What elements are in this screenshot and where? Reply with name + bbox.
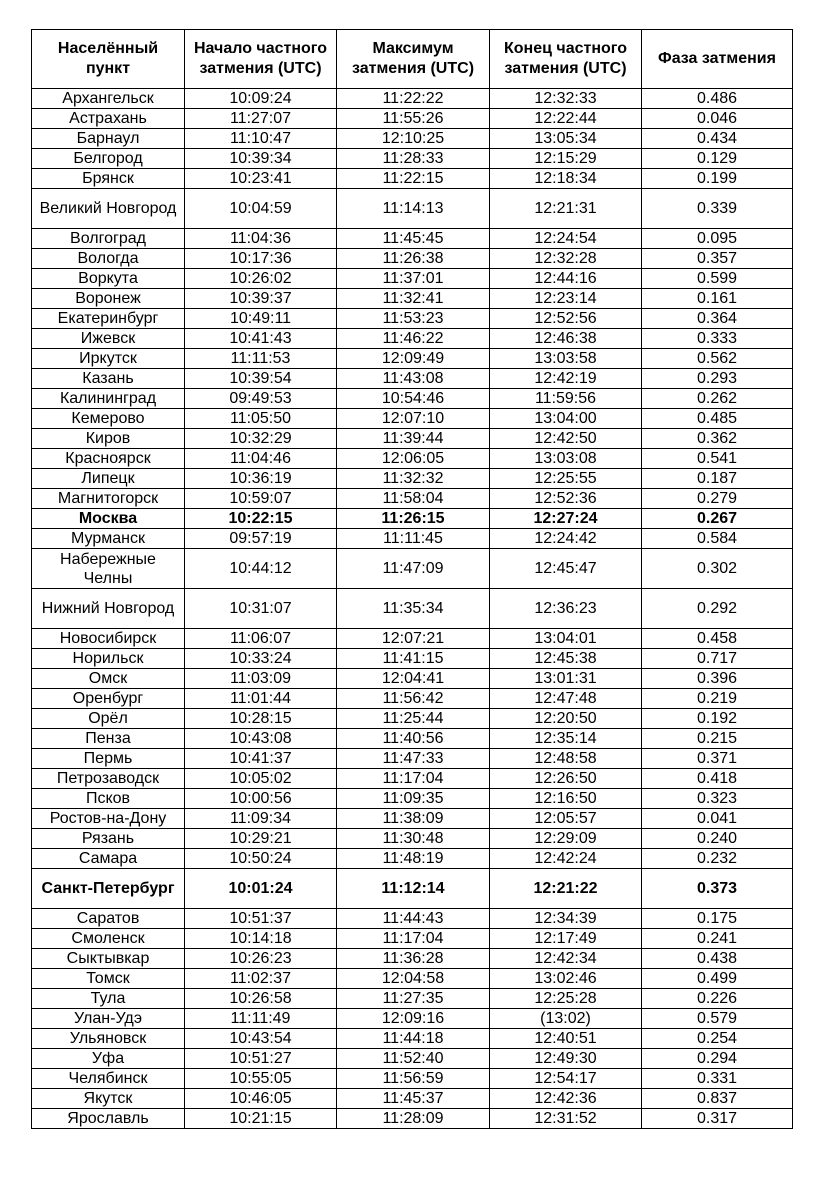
- cell-start: 10:05:02: [185, 769, 337, 789]
- cell-city: Москва: [32, 509, 185, 529]
- cell-start: 10:21:15: [185, 1109, 337, 1129]
- table-row: [32, 729, 793, 749]
- cell-start: 09:49:53: [185, 389, 337, 409]
- cell-city: Саратов: [32, 909, 185, 929]
- table-row: [32, 489, 793, 509]
- cell-end: 12:54:17: [490, 1069, 642, 1089]
- cell-city: Вологда: [32, 249, 185, 269]
- cell-max: 11:48:19: [337, 849, 490, 869]
- cell-phase: 0.333: [642, 329, 793, 349]
- cell-city: Астрахань: [32, 109, 185, 129]
- cell-end: 13:05:34: [490, 129, 642, 149]
- table-row: [32, 349, 793, 369]
- cell-max: 11:53:23: [337, 309, 490, 329]
- cell-phase: 0.267: [642, 509, 793, 529]
- cell-phase: 0.599: [642, 269, 793, 289]
- cell-phase: 0.226: [642, 989, 793, 1009]
- cell-city: Набережные Челны: [32, 549, 185, 589]
- cell-max: 11:41:15: [337, 649, 490, 669]
- header-phase: Фаза затмения: [642, 30, 793, 89]
- cell-end: 12:45:38: [490, 649, 642, 669]
- cell-city: Иркутск: [32, 349, 185, 369]
- table-row: [32, 1029, 793, 1049]
- cell-start: 10:50:24: [185, 849, 337, 869]
- cell-start: 11:03:09: [185, 669, 337, 689]
- cell-phase: 0.302: [642, 549, 793, 589]
- cell-city: Киров: [32, 429, 185, 449]
- table-row: [32, 509, 793, 529]
- table-row: [32, 1089, 793, 1109]
- cell-phase: 0.434: [642, 129, 793, 149]
- cell-end: 12:49:30: [490, 1049, 642, 1069]
- cell-start: 10:22:15: [185, 509, 337, 529]
- cell-max: 11:35:34: [337, 589, 490, 629]
- cell-end: 12:42:34: [490, 949, 642, 969]
- cell-end: 12:42:50: [490, 429, 642, 449]
- cell-city: Магнитогорск: [32, 489, 185, 509]
- cell-phase: 0.232: [642, 849, 793, 869]
- cell-phase: 0.339: [642, 189, 793, 229]
- table-row: [32, 469, 793, 489]
- table-row: [32, 829, 793, 849]
- cell-start: 10:23:41: [185, 169, 337, 189]
- cell-start: 11:09:34: [185, 809, 337, 829]
- table-row: [32, 109, 793, 129]
- cell-max: 11:17:04: [337, 769, 490, 789]
- cell-start: 11:05:50: [185, 409, 337, 429]
- header-row: [32, 30, 793, 89]
- cell-city: Ижевск: [32, 329, 185, 349]
- cell-end: 12:34:39: [490, 909, 642, 929]
- cell-max: 11:22:15: [337, 169, 490, 189]
- cell-end: 12:32:33: [490, 89, 642, 109]
- cell-phase: 0.323: [642, 789, 793, 809]
- cell-max: 11:55:26: [337, 109, 490, 129]
- cell-start: 10:51:27: [185, 1049, 337, 1069]
- cell-phase: 0.837: [642, 1089, 793, 1109]
- cell-max: 11:28:33: [337, 149, 490, 169]
- cell-end: 12:42:24: [490, 849, 642, 869]
- cell-start: 10:26:58: [185, 989, 337, 1009]
- cell-city: Воронеж: [32, 289, 185, 309]
- cell-end: 12:18:34: [490, 169, 642, 189]
- cell-end: 12:32:28: [490, 249, 642, 269]
- cell-max: 11:44:18: [337, 1029, 490, 1049]
- table-row: [32, 589, 793, 629]
- cell-start: 11:11:49: [185, 1009, 337, 1029]
- cell-phase: 0.254: [642, 1029, 793, 1049]
- cell-max: 11:27:35: [337, 989, 490, 1009]
- cell-phase: 0.438: [642, 949, 793, 969]
- cell-phase: 0.485: [642, 409, 793, 429]
- cell-phase: 0.357: [642, 249, 793, 269]
- table-row: [32, 689, 793, 709]
- cell-max: 11:38:09: [337, 809, 490, 829]
- table-row: [32, 909, 793, 929]
- cell-max: 11:40:56: [337, 729, 490, 749]
- cell-end: 12:44:16: [490, 269, 642, 289]
- table-body: [32, 89, 793, 1129]
- cell-start: 10:59:07: [185, 489, 337, 509]
- cell-city: Смоленск: [32, 929, 185, 949]
- cell-start: 10:49:11: [185, 309, 337, 329]
- cell-start: 11:11:53: [185, 349, 337, 369]
- cell-start: 11:01:44: [185, 689, 337, 709]
- cell-max: 11:37:01: [337, 269, 490, 289]
- cell-end: 12:45:47: [490, 549, 642, 589]
- cell-phase: 0.241: [642, 929, 793, 949]
- table-row: [32, 529, 793, 549]
- header-max: Максимум затмения (UTC): [337, 30, 490, 89]
- cell-end: 12:42:19: [490, 369, 642, 389]
- cell-phase: 0.373: [642, 869, 793, 909]
- cell-phase: 0.584: [642, 529, 793, 549]
- cell-max: 11:11:45: [337, 529, 490, 549]
- cell-start: 11:04:46: [185, 449, 337, 469]
- cell-phase: 0.046: [642, 109, 793, 129]
- table-row: [32, 289, 793, 309]
- table-row: [32, 849, 793, 869]
- cell-phase: 0.364: [642, 309, 793, 329]
- table-row: [32, 949, 793, 969]
- cell-max: 11:56:42: [337, 689, 490, 709]
- cell-phase: 0.041: [642, 809, 793, 829]
- cell-start: 10:32:29: [185, 429, 337, 449]
- cell-phase: 0.240: [642, 829, 793, 849]
- cell-end: 12:21:22: [490, 869, 642, 909]
- cell-city: Якутск: [32, 1089, 185, 1109]
- cell-city: Уфа: [32, 1049, 185, 1069]
- cell-start: 10:43:08: [185, 729, 337, 749]
- cell-end: 12:36:23: [490, 589, 642, 629]
- cell-max: 12:07:21: [337, 629, 490, 649]
- cell-start: 10:14:18: [185, 929, 337, 949]
- cell-city: Улан-Удэ: [32, 1009, 185, 1029]
- cell-max: 11:44:43: [337, 909, 490, 929]
- cell-end: 12:22:44: [490, 109, 642, 129]
- cell-phase: 0.219: [642, 689, 793, 709]
- cell-end: 12:52:56: [490, 309, 642, 329]
- cell-max: 11:39:44: [337, 429, 490, 449]
- table-row: [32, 1009, 793, 1029]
- cell-city: Белгород: [32, 149, 185, 169]
- table-row: [32, 669, 793, 689]
- cell-end: 12:46:38: [490, 329, 642, 349]
- table-row: [32, 149, 793, 169]
- cell-max: 12:07:10: [337, 409, 490, 429]
- cell-max: 11:12:14: [337, 869, 490, 909]
- table-row: [32, 189, 793, 229]
- cell-city: Самара: [32, 849, 185, 869]
- cell-city: Новосибирск: [32, 629, 185, 649]
- cell-phase: 0.192: [642, 709, 793, 729]
- cell-max: 12:04:41: [337, 669, 490, 689]
- cell-phase: 0.292: [642, 589, 793, 629]
- table-row: [32, 1109, 793, 1129]
- table-row: [32, 549, 793, 589]
- table-row: [32, 249, 793, 269]
- table-row: [32, 269, 793, 289]
- table-row: [32, 429, 793, 449]
- cell-start: 10:09:24: [185, 89, 337, 109]
- cell-max: 11:45:45: [337, 229, 490, 249]
- cell-max: 11:43:08: [337, 369, 490, 389]
- cell-city: Пенза: [32, 729, 185, 749]
- cell-max: 11:36:28: [337, 949, 490, 969]
- cell-max: 11:52:40: [337, 1049, 490, 1069]
- cell-max: 11:17:04: [337, 929, 490, 949]
- cell-end: 12:52:36: [490, 489, 642, 509]
- cell-phase: 0.717: [642, 649, 793, 669]
- cell-phase: 0.317: [642, 1109, 793, 1129]
- cell-end: 12:15:29: [490, 149, 642, 169]
- cell-end: 12:17:49: [490, 929, 642, 949]
- cell-start: 10:41:43: [185, 329, 337, 349]
- cell-start: 09:57:19: [185, 529, 337, 549]
- cell-end: 12:40:51: [490, 1029, 642, 1049]
- cell-end: 12:23:14: [490, 289, 642, 309]
- cell-max: 12:10:25: [337, 129, 490, 149]
- cell-end: 12:05:57: [490, 809, 642, 829]
- cell-city: Орёл: [32, 709, 185, 729]
- cell-start: 10:46:05: [185, 1089, 337, 1109]
- cell-city: Норильск: [32, 649, 185, 669]
- cell-city: Омск: [32, 669, 185, 689]
- header-city: Населённый пункт: [32, 30, 185, 89]
- cell-end: 13:04:01: [490, 629, 642, 649]
- cell-max: 12:04:58: [337, 969, 490, 989]
- cell-start: 10:39:54: [185, 369, 337, 389]
- cell-max: 11:46:22: [337, 329, 490, 349]
- header-start: Начало частного затмения (UTC): [185, 30, 337, 89]
- cell-city: Оренбург: [32, 689, 185, 709]
- cell-end: 13:03:08: [490, 449, 642, 469]
- cell-phase: 0.161: [642, 289, 793, 309]
- table-row: [32, 169, 793, 189]
- cell-end: 13:04:00: [490, 409, 642, 429]
- cell-end: 13:03:58: [490, 349, 642, 369]
- cell-max: 12:06:05: [337, 449, 490, 469]
- cell-city: Брянск: [32, 169, 185, 189]
- cell-start: 11:06:07: [185, 629, 337, 649]
- cell-city: Рязань: [32, 829, 185, 849]
- cell-phase: 0.541: [642, 449, 793, 469]
- cell-city: Барнаул: [32, 129, 185, 149]
- cell-start: 10:39:34: [185, 149, 337, 169]
- cell-phase: 0.215: [642, 729, 793, 749]
- table-row: [32, 749, 793, 769]
- cell-phase: 0.175: [642, 909, 793, 929]
- cell-start: 10:00:56: [185, 789, 337, 809]
- table-row: [32, 629, 793, 649]
- cell-phase: 0.262: [642, 389, 793, 409]
- cell-max: 12:09:16: [337, 1009, 490, 1029]
- table-row: [32, 1069, 793, 1089]
- cell-max: 11:26:15: [337, 509, 490, 529]
- cell-start: 10:28:15: [185, 709, 337, 729]
- cell-city: Санкт-Петербург: [32, 869, 185, 909]
- cell-end: 13:01:31: [490, 669, 642, 689]
- cell-end: 12:48:58: [490, 749, 642, 769]
- cell-phase: 0.294: [642, 1049, 793, 1069]
- cell-end: 11:59:56: [490, 389, 642, 409]
- cell-start: 10:43:54: [185, 1029, 337, 1049]
- cell-start: 10:29:21: [185, 829, 337, 849]
- table-row: [32, 869, 793, 909]
- cell-end: 12:47:48: [490, 689, 642, 709]
- cell-end: 13:02:46: [490, 969, 642, 989]
- cell-phase: 0.129: [642, 149, 793, 169]
- cell-end: 12:29:09: [490, 829, 642, 849]
- cell-end: 12:24:54: [490, 229, 642, 249]
- eclipse-table: [31, 29, 793, 1129]
- cell-end: 12:21:31: [490, 189, 642, 229]
- cell-end: 12:35:14: [490, 729, 642, 749]
- table-row: [32, 649, 793, 669]
- cell-max: 11:26:38: [337, 249, 490, 269]
- table-row: [32, 309, 793, 329]
- cell-max: 11:47:09: [337, 549, 490, 589]
- cell-phase: 0.458: [642, 629, 793, 649]
- cell-max: 11:45:37: [337, 1089, 490, 1109]
- table-row: [32, 389, 793, 409]
- cell-max: 12:09:49: [337, 349, 490, 369]
- table-row: [32, 369, 793, 389]
- cell-phase: 0.279: [642, 489, 793, 509]
- cell-max: 11:56:59: [337, 1069, 490, 1089]
- table-row: [32, 969, 793, 989]
- cell-city: Кемерово: [32, 409, 185, 429]
- cell-city: Челябинск: [32, 1069, 185, 1089]
- cell-phase: 0.331: [642, 1069, 793, 1089]
- cell-phase: 0.187: [642, 469, 793, 489]
- cell-start: 11:27:07: [185, 109, 337, 129]
- cell-phase: 0.499: [642, 969, 793, 989]
- cell-city: Мурманск: [32, 529, 185, 549]
- table-row: [32, 769, 793, 789]
- cell-city: Красноярск: [32, 449, 185, 469]
- cell-phase: 0.095: [642, 229, 793, 249]
- cell-city: Ульяновск: [32, 1029, 185, 1049]
- cell-end: 12:16:50: [490, 789, 642, 809]
- table-row: [32, 809, 793, 829]
- cell-city: Томск: [32, 969, 185, 989]
- table-row: [32, 789, 793, 809]
- cell-start: 11:04:36: [185, 229, 337, 249]
- cell-city: Казань: [32, 369, 185, 389]
- cell-start: 10:31:07: [185, 589, 337, 629]
- cell-start: 10:41:37: [185, 749, 337, 769]
- cell-city: Псков: [32, 789, 185, 809]
- cell-city: Пермь: [32, 749, 185, 769]
- cell-start: 10:39:37: [185, 289, 337, 309]
- cell-city: Ростов-на-Дону: [32, 809, 185, 829]
- cell-city: Липецк: [32, 469, 185, 489]
- table-row: [32, 929, 793, 949]
- table-row: [32, 89, 793, 109]
- cell-city: Великий Новгород: [32, 189, 185, 229]
- cell-city: Ярославль: [32, 1109, 185, 1129]
- cell-phase: 0.579: [642, 1009, 793, 1029]
- cell-max: 11:32:41: [337, 289, 490, 309]
- table-row: [32, 1049, 793, 1069]
- cell-phase: 0.396: [642, 669, 793, 689]
- cell-city: Архангельск: [32, 89, 185, 109]
- cell-start: 10:17:36: [185, 249, 337, 269]
- cell-end: 12:31:52: [490, 1109, 642, 1129]
- cell-phase: 0.293: [642, 369, 793, 389]
- cell-max: 11:28:09: [337, 1109, 490, 1129]
- cell-start: 10:01:24: [185, 869, 337, 909]
- cell-end: 12:42:36: [490, 1089, 642, 1109]
- cell-phase: 0.362: [642, 429, 793, 449]
- cell-max: 11:22:22: [337, 89, 490, 109]
- table-row: [32, 229, 793, 249]
- header-end: Конец частного затмения (UTC): [490, 30, 642, 89]
- cell-start: 10:51:37: [185, 909, 337, 929]
- cell-max: 11:32:32: [337, 469, 490, 489]
- cell-max: 11:14:13: [337, 189, 490, 229]
- cell-city: Калининград: [32, 389, 185, 409]
- table-row: [32, 989, 793, 1009]
- cell-max: 10:54:46: [337, 389, 490, 409]
- cell-city: Петрозаводск: [32, 769, 185, 789]
- table-row: [32, 129, 793, 149]
- cell-city: Тула: [32, 989, 185, 1009]
- cell-city: Екатеринбург: [32, 309, 185, 329]
- cell-city: Воркута: [32, 269, 185, 289]
- cell-max: 11:30:48: [337, 829, 490, 849]
- cell-start: 11:02:37: [185, 969, 337, 989]
- cell-phase: 0.371: [642, 749, 793, 769]
- cell-start: 10:04:59: [185, 189, 337, 229]
- cell-end: 12:25:28: [490, 989, 642, 1009]
- cell-max: 11:58:04: [337, 489, 490, 509]
- cell-end: 12:27:24: [490, 509, 642, 529]
- cell-start: 10:36:19: [185, 469, 337, 489]
- cell-start: 10:26:23: [185, 949, 337, 969]
- cell-max: 11:47:33: [337, 749, 490, 769]
- cell-start: 10:55:05: [185, 1069, 337, 1089]
- cell-phase: 0.418: [642, 769, 793, 789]
- cell-max: 11:09:35: [337, 789, 490, 809]
- cell-phase: 0.562: [642, 349, 793, 369]
- cell-end: 12:24:42: [490, 529, 642, 549]
- cell-city: Волгоград: [32, 229, 185, 249]
- table-row: [32, 409, 793, 429]
- cell-start: 11:10:47: [185, 129, 337, 149]
- cell-end: 12:26:50: [490, 769, 642, 789]
- cell-city: Нижний Новгород: [32, 589, 185, 629]
- cell-max: 11:25:44: [337, 709, 490, 729]
- cell-phase: 0.486: [642, 89, 793, 109]
- cell-start: 10:44:12: [185, 549, 337, 589]
- cell-end: 12:25:55: [490, 469, 642, 489]
- table-row: [32, 329, 793, 349]
- table-row: [32, 449, 793, 469]
- cell-city: Сыктывкар: [32, 949, 185, 969]
- cell-start: 10:33:24: [185, 649, 337, 669]
- table-row: [32, 709, 793, 729]
- cell-end: (13:02): [490, 1009, 642, 1029]
- cell-phase: 0.199: [642, 169, 793, 189]
- cell-end: 12:20:50: [490, 709, 642, 729]
- cell-start: 10:26:02: [185, 269, 337, 289]
